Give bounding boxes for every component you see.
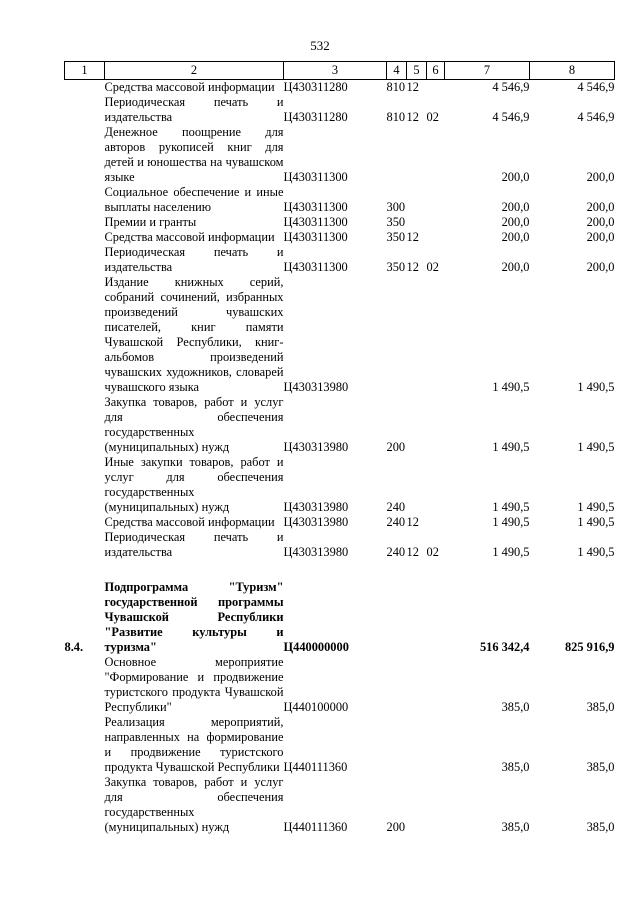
table-body — [65, 80, 615, 836]
row-name: Закупка товаров, работ и услуг для обеспечения государственных (муниципальных) нужд — [104, 775, 284, 834]
section-code — [407, 215, 427, 230]
row-name: Подпрограмма "Туризм" государственной программы Чувашской Республики "Развитие культуры и туризма" — [104, 580, 284, 654]
column-header: 5 — [407, 62, 427, 80]
row-name: Средства массовой информации — [104, 80, 275, 94]
target-code: Ц430313980 — [283, 500, 349, 514]
column-header: 3 — [284, 62, 387, 80]
target-code: Ц430311300 — [283, 230, 348, 244]
amount-col7: 200,0 — [501, 200, 530, 214]
row-name: Издание книжных серий, собраний сочинений, избранных произведений чувашских писателей, книг памяти Чувашской Республики, книг-альбомов произведений чувашских художников, словарей чувашского языка — [104, 275, 284, 394]
row-name: Закупка товаров, работ и услуг для обеспечения государственных (муниципальных) нужд — [104, 395, 284, 454]
expense-type: 300 — [386, 200, 406, 214]
row-name: Периодическая печать и издательства — [104, 95, 284, 124]
amount-col8: 200,0 — [586, 260, 615, 274]
row-number — [65, 185, 105, 215]
subsection-code: 02 — [426, 545, 439, 559]
row-name: Средства массовой информации — [104, 515, 275, 529]
row-number — [65, 655, 105, 715]
section-code — [407, 580, 427, 655]
table-row — [65, 655, 615, 715]
expense-type: 240 — [386, 500, 406, 514]
row-number — [65, 95, 105, 125]
subsection-code — [427, 80, 445, 96]
table-row — [65, 230, 615, 245]
section-code — [407, 655, 427, 715]
amount-col7: 200,0 — [501, 215, 530, 229]
expense-type: 810 — [386, 110, 406, 124]
section-code: 12 — [406, 230, 419, 244]
table-row — [65, 125, 615, 185]
amount-col7: 385,0 — [501, 760, 530, 774]
target-code: Ц440111360 — [283, 760, 348, 774]
subsection-code — [427, 230, 445, 245]
row-name: Социальное обеспечение и иные выплаты населению — [104, 185, 284, 214]
column-header: 2 — [105, 62, 284, 80]
expense-type — [387, 655, 407, 715]
budget-table — [64, 61, 615, 835]
expense-type — [387, 580, 407, 655]
table-row — [65, 80, 615, 96]
expense-type: 350 — [386, 260, 406, 274]
amount-col7: 200,0 — [501, 170, 530, 184]
expense-type — [387, 275, 407, 395]
amount-col7: 1 490,5 — [492, 515, 530, 529]
section-code: 12 — [406, 515, 419, 529]
column-header: 8 — [530, 62, 615, 80]
expense-type — [387, 125, 407, 185]
amount-col7: 516 342,4 — [479, 640, 530, 654]
amount-col7: 4 546,9 — [492, 110, 530, 124]
subsection-code — [427, 715, 445, 775]
amount-col8: 1 490,5 — [577, 515, 615, 529]
amount-col7: 1 490,5 — [492, 545, 530, 559]
amount-col8: 385,0 — [586, 700, 615, 714]
amount-col8: 4 546,9 — [577, 80, 615, 94]
row-name: Основное мероприятие "Формирование и продвижение туристского продукта Чувашской Республики" — [104, 655, 284, 714]
target-code: Ц430313980 — [283, 380, 349, 394]
amount-col7: 1 490,5 — [492, 500, 530, 514]
row-number — [65, 715, 105, 775]
row-number: 8.4. — [64, 640, 84, 654]
subsection-code: 02 — [426, 260, 439, 274]
subsection-code — [427, 775, 445, 835]
section-code: 12 — [406, 545, 419, 559]
subsection-code — [427, 185, 445, 215]
section-code — [407, 715, 427, 775]
row-number — [65, 275, 105, 395]
amount-col8: 1 490,5 — [577, 545, 615, 559]
target-code: Ц430313980 — [283, 545, 349, 559]
expense-type: 350 — [386, 215, 406, 229]
section-row — [65, 580, 615, 655]
table-row — [65, 455, 615, 515]
expense-type: 240 — [386, 515, 406, 529]
table-row — [65, 245, 615, 275]
amount-col8: 4 546,9 — [577, 110, 615, 124]
row-name: Средства массовой информации — [104, 230, 275, 244]
table-row — [65, 715, 615, 775]
row-number — [65, 395, 105, 455]
target-code: Ц430311300 — [283, 215, 348, 229]
row-name: Периодическая печать и издательства — [104, 245, 284, 274]
column-header: 4 — [387, 62, 407, 80]
table-row — [65, 95, 615, 125]
section-code — [407, 125, 427, 185]
section-code — [407, 395, 427, 455]
section-code — [407, 455, 427, 515]
row-name: Иные закупки товаров, работ и услуг для обеспечения государственных (муниципальных) нужд — [104, 455, 284, 514]
section-code: 12 — [406, 80, 419, 94]
row-name: Реализация мероприятий, направленных на формирование и продвижение туристского продукта Чувашской Республики — [104, 715, 284, 774]
amount-col8: 1 490,5 — [577, 440, 615, 454]
target-code: Ц430311300 — [283, 260, 348, 274]
section-code — [407, 185, 427, 215]
amount-col8: 385,0 — [586, 760, 615, 774]
amount-col7: 1 490,5 — [492, 440, 530, 454]
subsection-code — [427, 395, 445, 455]
subsection-code — [427, 580, 445, 655]
subsection-code — [427, 215, 445, 230]
row-number — [65, 80, 105, 96]
expense-type — [387, 715, 407, 775]
row-number — [65, 215, 105, 230]
amount-col7: 385,0 — [501, 700, 530, 714]
expense-type: 200 — [386, 820, 406, 834]
target-code: Ц440000000 — [283, 640, 349, 654]
row-number — [65, 230, 105, 245]
amount-col7: 1 490,5 — [492, 380, 530, 394]
page-number: 532 — [310, 38, 330, 53]
row-number — [65, 455, 105, 515]
amount-col7: 4 546,9 — [492, 80, 530, 94]
expense-type: 810 — [386, 80, 406, 94]
target-code: Ц430313980 — [283, 515, 349, 529]
row-name: Периодическая печать и издательства — [104, 530, 284, 559]
table-row — [65, 395, 615, 455]
section-code: 12 — [406, 110, 419, 124]
expense-type: 240 — [386, 545, 406, 559]
column-header: 1 — [65, 62, 105, 80]
amount-col7: 385,0 — [501, 820, 530, 834]
subsection-code: 02 — [426, 110, 439, 124]
table-row — [65, 215, 615, 230]
target-code: Ц440111360 — [283, 820, 348, 834]
table-row — [65, 185, 615, 215]
subsection-code — [427, 455, 445, 515]
row-number — [65, 530, 105, 560]
target-code: Ц430311280 — [283, 110, 348, 124]
amount-col8: 1 490,5 — [577, 500, 615, 514]
table-row — [65, 775, 615, 835]
table-row — [65, 275, 615, 395]
row-number — [65, 125, 105, 185]
amount-col7: 200,0 — [501, 260, 530, 274]
row-number — [65, 515, 105, 530]
target-code: Ц430311280 — [283, 80, 348, 94]
amount-col8: 200,0 — [586, 230, 615, 244]
amount-col8: 200,0 — [586, 200, 615, 214]
amount-col8: 1 490,5 — [577, 380, 615, 394]
row-spacer-cell — [65, 560, 615, 580]
amount-col8: 385,0 — [586, 820, 615, 834]
row-number — [65, 775, 105, 835]
column-header: 7 — [445, 62, 530, 80]
row-spacer — [65, 560, 615, 580]
row-name: Премии и гранты — [104, 215, 197, 229]
subsection-code — [427, 275, 445, 395]
target-code: Ц430313980 — [283, 440, 349, 454]
column-header: 6 — [427, 62, 445, 80]
subsection-code — [427, 655, 445, 715]
amount-col8: 200,0 — [586, 215, 615, 229]
target-code: Ц430311300 — [283, 170, 348, 184]
expense-type: 200 — [386, 440, 406, 454]
column-header-row — [65, 62, 615, 80]
target-code: Ц440100000 — [283, 700, 349, 714]
expense-type: 350 — [386, 230, 406, 244]
subsection-code — [427, 515, 445, 530]
amount-col7: 200,0 — [501, 230, 530, 244]
table-row — [65, 530, 615, 560]
section-code — [407, 275, 427, 395]
subsection-code — [427, 125, 445, 185]
section-code: 12 — [406, 260, 419, 274]
target-code: Ц430311300 — [283, 200, 348, 214]
row-name: Денежное поощрение для авторов рукописей книг для детей и юношества на чувашском языке — [104, 125, 284, 184]
amount-col8: 825 916,9 — [564, 640, 615, 654]
row-number — [65, 245, 105, 275]
amount-col8: 200,0 — [586, 170, 615, 184]
section-code — [407, 775, 427, 835]
table-row — [65, 515, 615, 530]
